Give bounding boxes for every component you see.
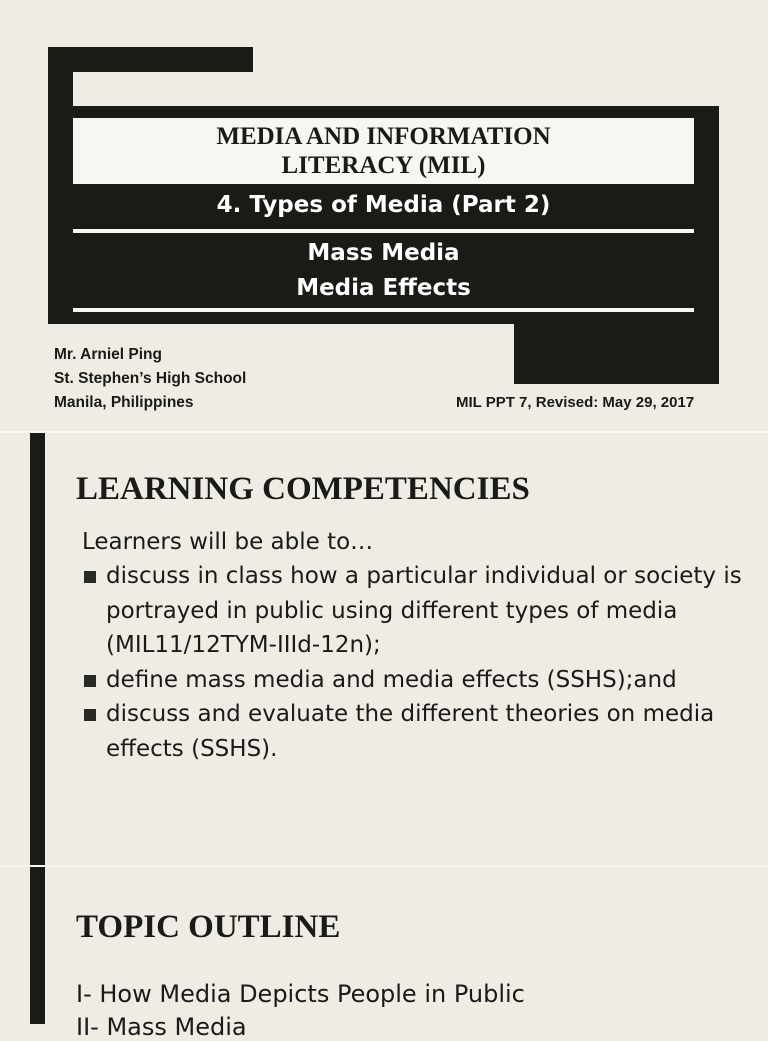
topic-media-effects: Media Effects	[296, 275, 471, 301]
competencies-slide	[0, 433, 768, 865]
outline-item-2: II- Mass Media	[76, 1013, 247, 1041]
title-line-1: MEDIA AND INFORMATION	[216, 123, 551, 150]
competencies-list	[82, 559, 742, 766]
bullet-text: discuss and evaluate the different theories on media effects (SSHS).	[106, 701, 715, 762]
author-name: Mr. Arniel Ping	[54, 346, 162, 363]
slide-accent-bar	[30, 867, 45, 1024]
revision-note: MIL PPT 7, Revised: May 29, 2017	[456, 394, 695, 411]
presentation-subtitle: 4. Types of Media (Part 2)	[216, 192, 551, 218]
bullet-text: discuss in class how a particular individual or society is portrayed in public using different types of media (MIL11/12TYM-IIId-12n);	[106, 563, 742, 658]
author-info	[54, 343, 246, 415]
slide-accent-bar	[30, 433, 45, 865]
topic-mass-media: Mass Media	[307, 240, 460, 266]
outline-item-1: I- How Media Depicts People in Public	[76, 980, 525, 1008]
title-line-2: LITERACY (MIL)	[281, 152, 486, 179]
list-item	[82, 559, 742, 663]
separator-line-top	[73, 229, 694, 233]
outline-slide	[0, 867, 768, 1041]
bullet-square-icon	[84, 571, 96, 583]
decor-left-bar	[48, 47, 73, 324]
separator-line-bottom	[73, 308, 694, 312]
presentation-title	[73, 122, 694, 180]
competencies-heading: LEARNING COMPETENCIES	[76, 471, 530, 507]
list-item	[82, 663, 742, 698]
competencies-intro: Learners will be able to…	[82, 529, 374, 555]
author-location: Manila, Philippines	[54, 394, 194, 411]
bullet-square-icon	[84, 675, 96, 687]
decor-top-bar	[48, 47, 253, 72]
outline-heading: TOPIC OUTLINE	[76, 909, 341, 945]
bullet-square-icon	[84, 709, 96, 721]
title-slide	[0, 0, 768, 431]
bullet-text: define mass media and media effects (SSHS);and	[106, 666, 677, 693]
decor-bottom-bar	[514, 324, 719, 384]
list-item	[82, 697, 742, 766]
author-school: St. Stephen’s High School	[54, 370, 247, 387]
topic-list	[73, 236, 694, 306]
